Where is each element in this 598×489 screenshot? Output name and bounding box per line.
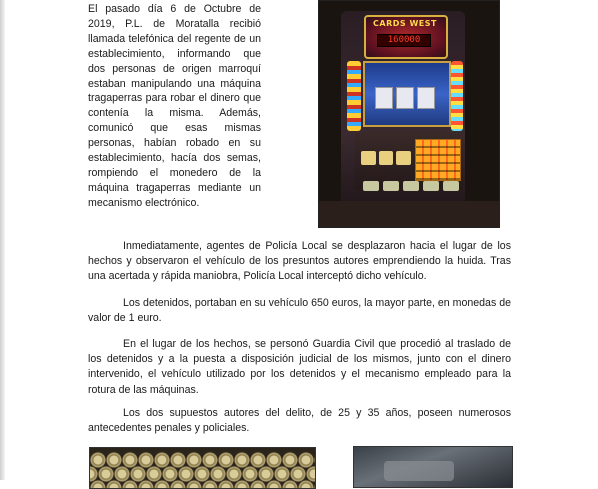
slot-machine-lit-grid bbox=[415, 139, 461, 181]
paragraph-text: En el lugar de los hechos, se personó Guardia Civil que procedió al traslado de los detenidos y a la puesta a disposición judicial de los mismos, junto con el dinero intervenido, el vehículo utilizado por los detenidos y el mecanismo empleado para la rotura de las máquinas. bbox=[88, 338, 511, 396]
slot-machine-buttons bbox=[361, 151, 411, 165]
slot-machine-photo bbox=[318, 0, 500, 228]
slot-button bbox=[403, 181, 419, 191]
slot-machine-lights-right bbox=[451, 61, 463, 131]
slot-button bbox=[396, 151, 411, 165]
paragraph-text: Inmediatamente, agentes de Policía Local se desplazaron hacia el lugar de los hechos y observaron el vehículo de los presuntos autores emprendiendo la huida. Tras una acertada y rápida maniobra, Policía Local interceptó dicho vehículo. bbox=[88, 240, 511, 283]
slot-button bbox=[383, 181, 399, 191]
slot-button bbox=[363, 181, 379, 191]
slot-button bbox=[379, 151, 394, 165]
body-paragraph-2 bbox=[88, 296, 511, 326]
slot-machine-logo: CARDS WEST bbox=[373, 19, 437, 28]
slot-machine-display: 160000 bbox=[377, 34, 431, 47]
vehicle-photo bbox=[353, 446, 513, 488]
slot-button bbox=[423, 181, 439, 191]
slot-machine-lower-buttons bbox=[363, 181, 459, 191]
reel bbox=[375, 87, 393, 109]
vehicle-detail bbox=[384, 461, 454, 481]
coin-row bbox=[90, 480, 316, 489]
slot-machine-lights-left bbox=[347, 61, 361, 131]
intro-paragraph: El pasado día 6 de Octubre de 2019, P.L. de Moratalla recibió llamada telefónica del regente de un establecimiento, informando que dos personas de origen marroquí estaban manipulando una máquina tragaperras para robar el dinero que contenía la misma. Además, comunicó que esas mismas personas, habían robado en su establecimiento, hacía dos semas, rompiendo el monedero de la máquina tragaperras mediante un mecanismo electrónico. bbox=[88, 3, 261, 209]
photo-floor bbox=[319, 201, 499, 227]
slot-machine-reels bbox=[375, 87, 435, 109]
reel bbox=[396, 87, 414, 109]
body-paragraph-4 bbox=[88, 406, 511, 436]
page-edge bbox=[0, 0, 5, 480]
body-paragraph-1 bbox=[88, 239, 511, 285]
coins-photo bbox=[89, 447, 316, 489]
paragraph-text: Los detenidos, portaban en su vehículo 650 euros, la mayor parte, en monedas de valor de 1 euro. bbox=[88, 297, 511, 325]
slot-button bbox=[361, 151, 376, 165]
reel bbox=[417, 87, 435, 109]
body-paragraph-3 bbox=[88, 337, 511, 398]
paragraph-text: Los dos supuestos autores del delito, de 25 y 35 años, poseen numerosos antecedentes penales y policiales. bbox=[88, 407, 511, 435]
slot-button bbox=[443, 181, 459, 191]
